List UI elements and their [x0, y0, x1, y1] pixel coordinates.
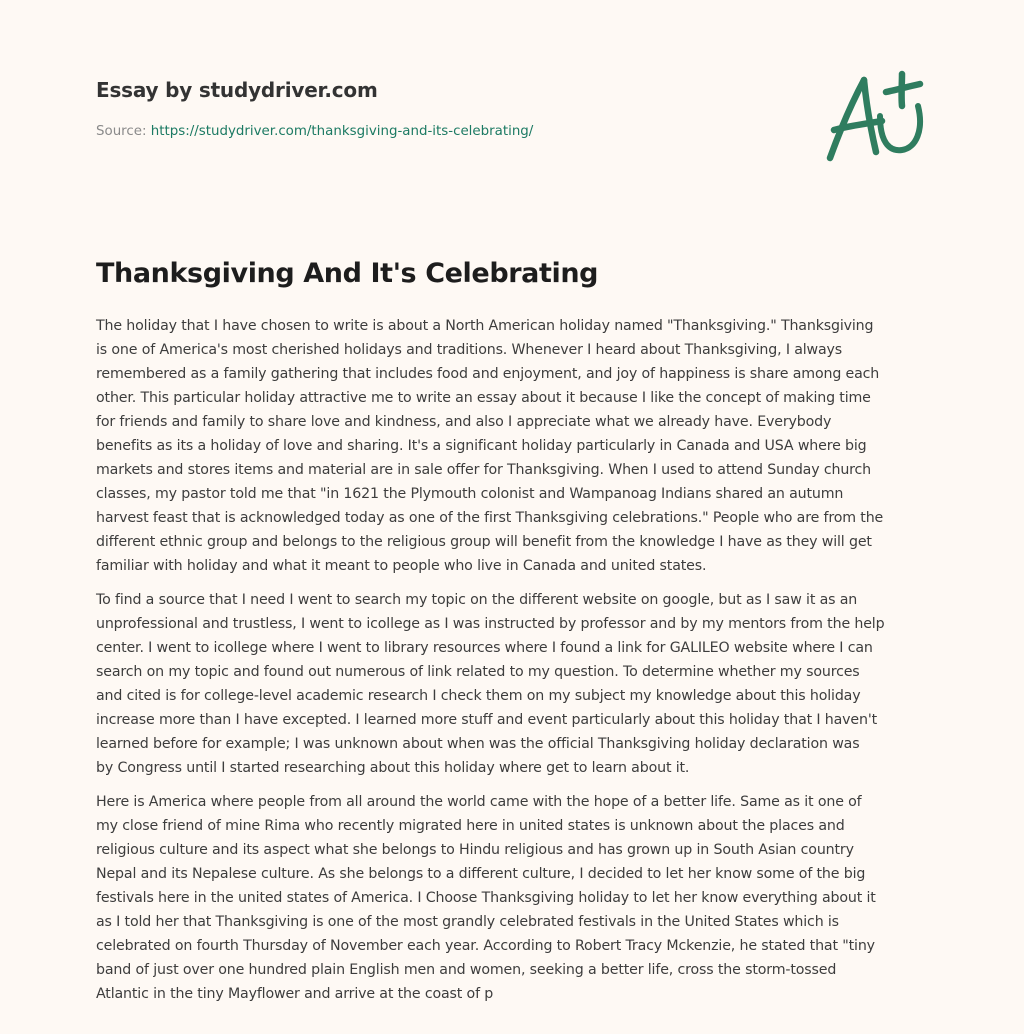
text-line: and cited is for college-level academic research I check them on my subject my knowledge about this holiday [96, 688, 861, 704]
text-line: different ethnic group and belongs to the religious group will benefit from the knowledge I have as they will get [96, 534, 872, 550]
text-line: search on my topic and found out numerous of link related to my question. To determine whether my sources [96, 664, 860, 680]
text-line: benefits as its a holiday of love and sharing. It's a significant holiday particularly in Canada and USA where big [96, 438, 867, 454]
text-line: unprofessional and trustless, I went to icollege as I was instructed by professor and by my mentors from the help [96, 616, 885, 632]
text-line: center. I went to icollege where I went to library resources where I found a link for GALILEO website where I can [96, 640, 873, 656]
source-label: Source: [96, 124, 151, 139]
text-line: my close friend of mine Rima who recently migrated here in united states is unknown about the places and [96, 818, 845, 834]
essay-body [96, 314, 936, 1016]
text-line: markets and stores items and material are in sale offer for Thanksgiving. When I used to attend Sunday church [96, 462, 872, 478]
text-line: by Congress until I started researching about this holiday where get to learn about it. [96, 760, 690, 776]
essay-title: Thanksgiving And It's Celebrating [96, 258, 599, 289]
text-line: Nepal and its Nepalese culture. As she belongs to a different culture, I decided to let her know some of the big [96, 866, 866, 882]
a-plus-grade-icon [820, 66, 930, 166]
text-line: remembered as a family gathering that includes food and enjoyment, and joy of happiness is share among each [96, 366, 880, 382]
text-line: harvest feast that is acknowledged today as one of the first Thanksgiving celebrations." People who are from the [96, 510, 884, 526]
text-line: familiar with holiday and what it meant to people who live in Canada and united states. [96, 558, 707, 574]
text-line: other. This particular holiday attractive me to write an essay about it because I like the concept of making time [96, 390, 871, 406]
text-line: celebrated on fourth Thursday of November each year. According to Robert Tracy Mckenzie, he stated that "tiny [96, 938, 875, 954]
text-line: for friends and family to share love and kindness, and also I appreciate what we already have. Everybody [96, 414, 832, 430]
source-link[interactable]: https://studydriver.com/thanksgiving-and-its-celebrating/ [150, 124, 534, 139]
source-line [96, 123, 796, 141]
essay-paragraph-1 [96, 314, 936, 578]
page-header [96, 76, 796, 141]
text-line: religious culture and its aspect what she belongs to Hindu religious and has grown up in South Asian country [96, 842, 854, 858]
essay-paragraph-3 [96, 790, 936, 1006]
text-line: Here is America where people from all around the world came with the hope of a better life. Same as it one of [96, 794, 862, 810]
text-line: as I told her that Thanksgiving is one of the most grandly celebrated festivals in the United States which is [96, 914, 839, 930]
text-line: Atlantic in the tiny Mayflower and arrive at the coast of p [96, 986, 494, 1002]
text-line: is one of America's most cherished holidays and traditions. Whenever I heard about Thanksgiving, I always [96, 342, 843, 358]
text-line: learned before for example; I was unknown about when was the official Thanksgiving holiday declaration was [96, 736, 860, 752]
text-line: increase more than I have excepted. I learned more stuff and event particularly about this holiday that I haven't [96, 712, 877, 728]
text-line: To find a source that I need I went to search my topic on the different website on google, but as I saw it as an [96, 592, 858, 608]
text-line: The holiday that I have chosen to write is about a North American holiday named "Thanksgiving." Thanksgiving [96, 318, 874, 334]
text-line: band of just over one hundred plain English men and women, seeking a better life, cross the storm-tossed [96, 962, 837, 978]
essay-paragraph-2 [96, 588, 936, 780]
text-line: festivals here in the united states of America. I Choose Thanksgiving holiday to let her know everything about it [96, 890, 876, 906]
text-line: classes, my pastor told me that "in 1621 the Plymouth colonist and Wampanoag Indians shared an autumn [96, 486, 844, 502]
site-title: Essay by studydriver.com [96, 78, 378, 102]
